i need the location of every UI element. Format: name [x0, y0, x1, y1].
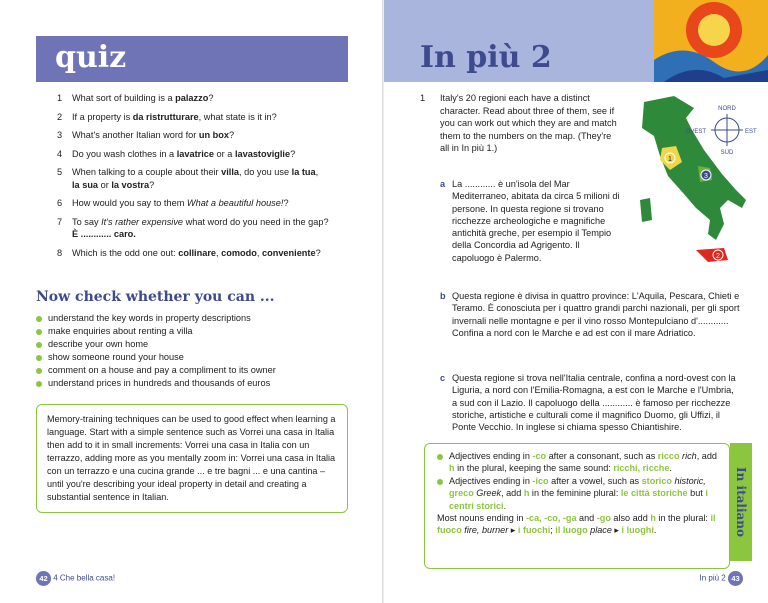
quiz-question: 5 When talking to a couple about their villa, do you use la tua, la sua or la vostra? — [57, 167, 319, 190]
exercise-1: 1 Italy's 20 regioni each have a distinct character. Read about three of them, see if you can work out which they are and match them to the numbers on the map. (They're all in In più 1.) — [420, 93, 617, 153]
in-piu-title: In più 2 — [420, 40, 552, 75]
quiz-list — [36, 92, 356, 265]
in-italiano-label: In italiano — [734, 466, 748, 538]
memory-tip-box: Memory-training techniques can be used to good effect when learning a language. Start with a simple sentence such as Vorrei una casa in Italia then add to it in small increments: Vorrei una casa in Italia con un terrazzo, adding more as you mentally zoom in: Vorrei una casa in Italia con un terrazzo e una cucina grande ... e tre bagni ... e una cantina – until you're describing your ideal property in detail and creating a substantial sentence in Italian. — [36, 404, 348, 513]
check-item: comment on a house and pay a compliment to its owner — [36, 364, 356, 377]
painting-image — [654, 0, 768, 82]
check-list — [36, 312, 356, 390]
note-bullet: Adjectives ending in -co after a consonant, such as ricco rich, add h in the plural, keeping the same sound: ricchi, ricche. — [437, 450, 721, 475]
quiz-question: 4 Do you wash clothes in a lavatrice or a lavastoviglie? — [57, 148, 296, 159]
map-marker-3: 3 — [704, 173, 708, 180]
quiz-question: 2 If a property is da ristrutturare, what state is it in? — [57, 111, 277, 122]
check-item: make enquiries about renting a villa — [36, 325, 356, 338]
compass-east: EST — [745, 129, 757, 135]
check-heading: Now check whether you can ... — [36, 289, 275, 305]
italy-map — [624, 90, 757, 278]
compass-south: SUD — [720, 150, 734, 156]
note-bullet: Adjectives ending in -ico after a vowel, such as storico historic, greco Greek, add h in the feminine plural: le città storiche but i centri storici. — [437, 475, 721, 512]
map-marker-2: 2 — [716, 253, 720, 260]
check-item: describe your own home — [36, 338, 356, 351]
compass-west: OVEST — [685, 129, 706, 135]
page-number: 43 — [728, 571, 743, 586]
check-item: understand the key words in property descriptions — [36, 312, 356, 325]
bullet-dot-icon — [36, 342, 42, 348]
bullet-dot-icon — [36, 329, 42, 335]
section-title: In più 2 — [699, 573, 726, 583]
quiz-question: 3 What's another Italian word for un box? — [57, 130, 235, 140]
compass-north: NORD — [718, 106, 736, 112]
item-c: c Questa regione si trova nell'Italia centrale, confina a nord-ovest con la Liguria, a nord con l'Emilia-Romagna, a est con le Marche e l'Umbria, a sud con il Lazio. Il capoluogo della ............ è famoso per ricchezze storiche, artistiche e culturali come il magnifico Duomo, gli Uffizi, il Ponte Vecchio. In inglese si chiama spesso Chiantishire. — [440, 373, 736, 433]
page-number: 42 — [36, 571, 51, 586]
bullet-dot-icon — [36, 381, 42, 387]
bullet-dot-icon — [437, 479, 443, 485]
chapter-title: 4 Che bella casa! — [53, 573, 116, 583]
quiz-question: 1 What sort of building is a palazzo? — [57, 93, 214, 103]
left-footer — [36, 571, 115, 586]
grammar-note-box — [424, 443, 730, 569]
bullet-dot-icon — [36, 368, 42, 374]
bullet-dot-icon — [437, 454, 443, 460]
note-paragraph: Most nouns ending in -ca, -co, -ga and -go also add h in the plural: il fuoco fire, burner ▸ i fuochi; il luogo place ▸ i luoghi. — [437, 513, 716, 536]
map-marker-1: 1 — [668, 156, 672, 163]
bullet-dot-icon — [36, 316, 42, 322]
quiz-title: quiz — [55, 40, 127, 75]
item-b: b Questa regione è divisa in quattro province: L'Aquila, Pescara, Chieti e Teramo. È conosciuta per i quattro grandi parchi nazionali, per gli sport invernali nelle montagne e per il vino rosso Montepulciano d'............ Confina a nord con le Marche e ad est con il mare Adriatico. — [440, 291, 740, 338]
right-page — [384, 0, 768, 603]
quiz-question: 8 Which is the odd one out: collinare, comodo, conveniente? — [57, 247, 321, 258]
quiz-question: 6 How would you say to them What a beautiful house!? — [57, 198, 289, 208]
bullet-dot-icon — [36, 355, 42, 361]
quiz-question: 7 To say It's rather expensive what word do you need in the gap? È ............ caro. — [57, 216, 329, 239]
check-item: show someone round your house — [36, 351, 356, 364]
right-footer — [700, 571, 743, 586]
check-item: understand prices in hundreds and thousands of euros — [36, 377, 356, 390]
item-a: a La ............ è un'isola del Mar Mediterraneo, abitata da circa 5 milioni di persone. In questa regione si trovano ricchezze archeologiche e magnifiche antichità greche, per esempio il Tempio della Concordia ad Agrigento. Il capoluogo è Palermo. — [440, 179, 620, 263]
